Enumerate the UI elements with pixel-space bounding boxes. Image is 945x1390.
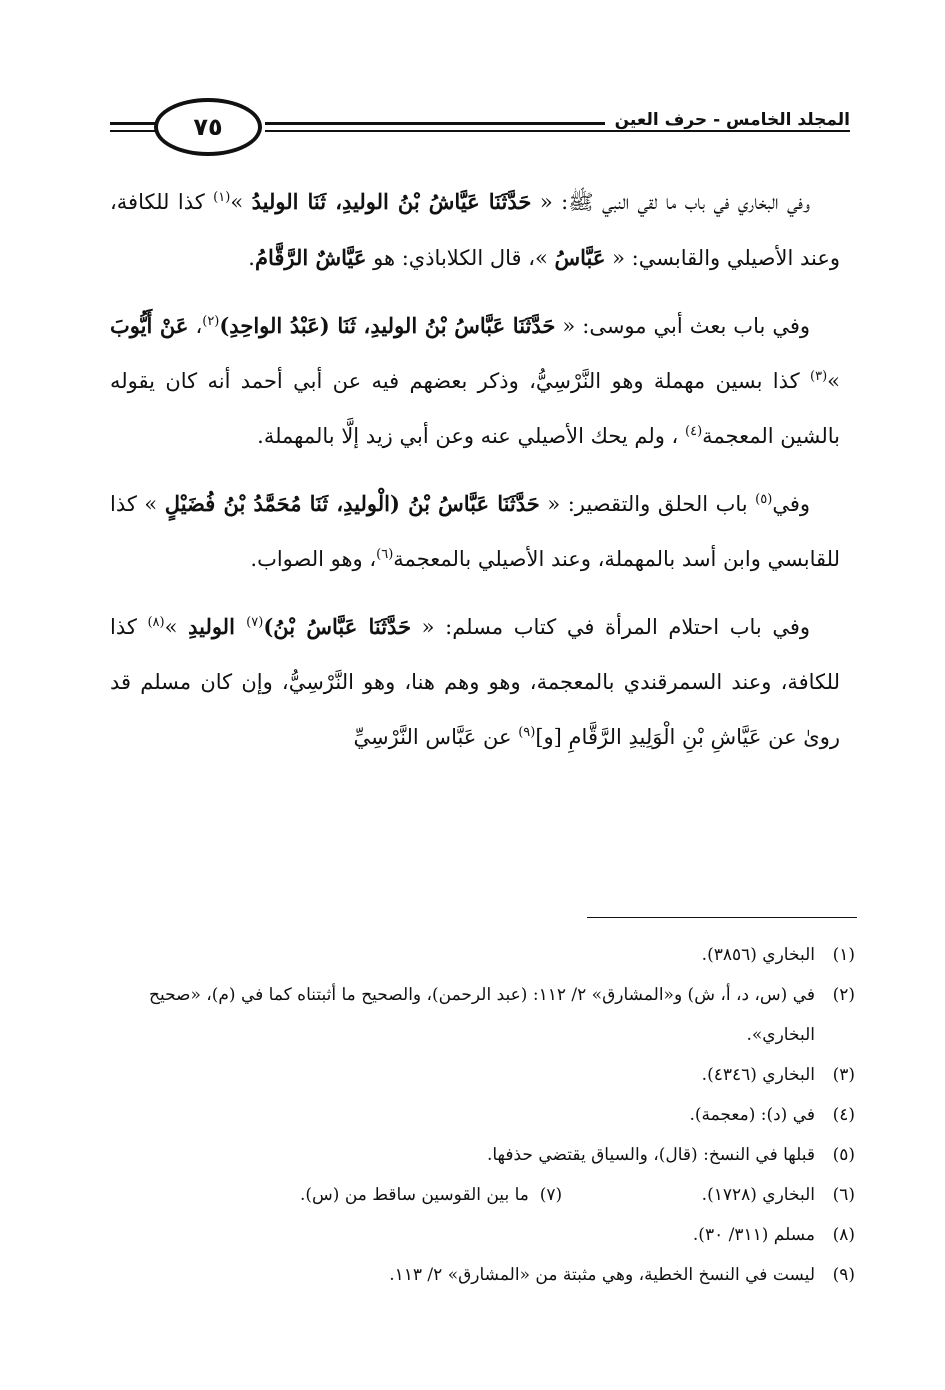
- footnote-text: في (د): (معجمة).: [689, 1105, 815, 1125]
- footnote-text: ما بين القوسين ساقط من (س).: [300, 1185, 529, 1205]
- header-rule: [110, 122, 155, 125]
- quoted-name: عَنْ أَيُّوبَ: [110, 313, 189, 338]
- footnotes: [110, 935, 855, 1295]
- footnote-number: (٨): [832, 1225, 855, 1245]
- footnote-ref: (١): [213, 190, 231, 205]
- main-text: [110, 174, 840, 777]
- footnote: [110, 1055, 855, 1095]
- footnote-ref: (٨): [147, 615, 165, 630]
- quoted-isnad: حَدَّثَنَا عَيَّاشُ بْنُ الوليدِ، ثَنَا الوليدُ: [251, 189, 532, 214]
- quoted-isnad: حَدَّثَنَا عَبَّاسُ بْنُ الوليدِ، ثَنَا (عَبْدُ الواحِدِ): [219, 313, 556, 338]
- quoted-isnad: حَدَّثَنَا عَبَّاسُ بْنُ (الْوليدِ، ثَنَا مُحَمَّدُ بْنُ فُضَيْلٍ: [164, 491, 540, 516]
- footnote-number: (٧): [539, 1185, 563, 1205]
- footnote: [110, 1135, 855, 1175]
- footnote-ref: (٤): [685, 424, 703, 439]
- footnote-text: ليست في النسخ الخطية، وهي مثبتة من «المشارق» ٢/ ١١٣.: [389, 1265, 815, 1285]
- footnote-number: (٢): [832, 985, 855, 1005]
- footnote-ref: (٦): [376, 547, 394, 562]
- header-rule: [110, 130, 155, 132]
- footnote: [110, 1095, 855, 1135]
- footnote-number: (٤): [832, 1105, 855, 1125]
- page-number: ٧٥: [193, 113, 223, 141]
- footnote-text: في (س، د، أ، ش) و«المشارق» ٢/ ١١٢: (عبد الرحمن)، والصحيح ما أثبتناه كما في (م)، «صحيح البخاري».: [148, 985, 815, 1045]
- footnote: [110, 1175, 855, 1215]
- footnote: [110, 1255, 855, 1295]
- footnote-pair: [110, 1175, 815, 1215]
- footnote: [110, 1215, 855, 1255]
- footnote-number: (٣): [832, 1065, 855, 1085]
- footnote-text: مسلم (٣١١/ ٣٠).: [692, 1225, 815, 1245]
- header-rule: [265, 130, 850, 132]
- quoted-name: الوليدِ: [188, 614, 247, 639]
- footnote-inline: [110, 1175, 562, 1215]
- footnote-text: البخاري (٣٨٥٦).: [701, 945, 815, 965]
- footnote-separator: [587, 917, 857, 918]
- footnote-text: البخاري (١٧٢٨).: [701, 1185, 815, 1205]
- footnote-text: البخاري (٤٣٤٦).: [701, 1065, 815, 1085]
- footnote-number: (٥): [832, 1145, 855, 1165]
- page-number-badge: [154, 98, 262, 156]
- quoted-name: عَيَّاشٌ الرَّقَّامُ: [254, 245, 367, 270]
- footnote-ref: (٥): [755, 492, 773, 507]
- footnote-number: (١): [832, 945, 855, 965]
- quoted-name: عَبَّاسُ: [554, 245, 606, 270]
- footnote-ref: (٧): [246, 615, 264, 630]
- footnote-text: قبلها في النسخ: (قال)، والسياق يقتضي حذفها.: [486, 1145, 815, 1165]
- paragraph: وفي البخاري في باب ما لقي النبي ﷺ: « حَدَّثَنَا عَيَّاشُ بْنُ الوليدِ، ثَنَا الوليدُ »$^{(١)}$ كذا للكافة، وعند الأصيلي والقابسي: « عَبَّاسُ »، قال الكلاباذي: هو عَيَّاشٌ الرَّقَّامُ.: [110, 189, 840, 270]
- paragraph: وفي باب بعث أبي موسى: « حَدَّثَنَا عَبَّاسُ بْنُ الوليدِ، ثَنَا (عَبْدُ الواحِدِ)$^{(٢)}$، عَنْ أَيُّوبَ »$^{(٣)}$ كذا بسين مهملة وهو النَّرْسِيُّ، وذكر بعضهم فيه عن أبي أحمد أنه كان يقوله بالشين المعجمة$^{(٤)}$ ، ولم يحك الأصيلي عنه وعن أبي زيد إلَّا بالمهملة.: [110, 313, 840, 448]
- footnote-number: (٩): [832, 1265, 855, 1285]
- paragraph: وفي$^{(٥)}$ باب الحلق والتقصير: « حَدَّثَنَا عَبَّاسُ بْنُ (الْوليدِ، ثَنَا مُحَمَّدُ بْنُ فُضَيْلٍ » كذا للقابسي وابن أسد بالمهملة، وعند الأصيلي بالمعجمة$^{(٦)}$، وهو الصواب.: [110, 491, 840, 571]
- running-title: المجلد الخامس - حرف العين: [605, 110, 850, 130]
- paragraph: وفي باب احتلام المرأة في كتاب مسلم: « حَدَّثَنَا عَبَّاسُ بْنُ)$^{(٧)}$ الوليدِ »$^{(٨)}$ كذا للكافة، وعند السمرقندي بالمعجمة، وهو وهم هنا، وهو النَّرْسِيُّ، وإن كان مسلم قد روىٰ عن عَيَّاشِ بْنِ الْوَلِيدِ الرَّقَّامِ [و]$^{(٩)}$ عن عَبَّاس النَّرْسِيِّ: [110, 614, 840, 749]
- page-header: [110, 92, 850, 162]
- footnote-ref: (٢): [202, 314, 220, 329]
- footnote: [110, 935, 855, 975]
- footnote-ref: (٩): [518, 725, 536, 740]
- footnote-number: (٦): [832, 1185, 855, 1205]
- quoted-isnad: حَدَّثَنَا عَبَّاسُ بْنُ): [263, 614, 412, 639]
- footnote-ref: (٣): [810, 369, 828, 384]
- footnote: [110, 975, 855, 1055]
